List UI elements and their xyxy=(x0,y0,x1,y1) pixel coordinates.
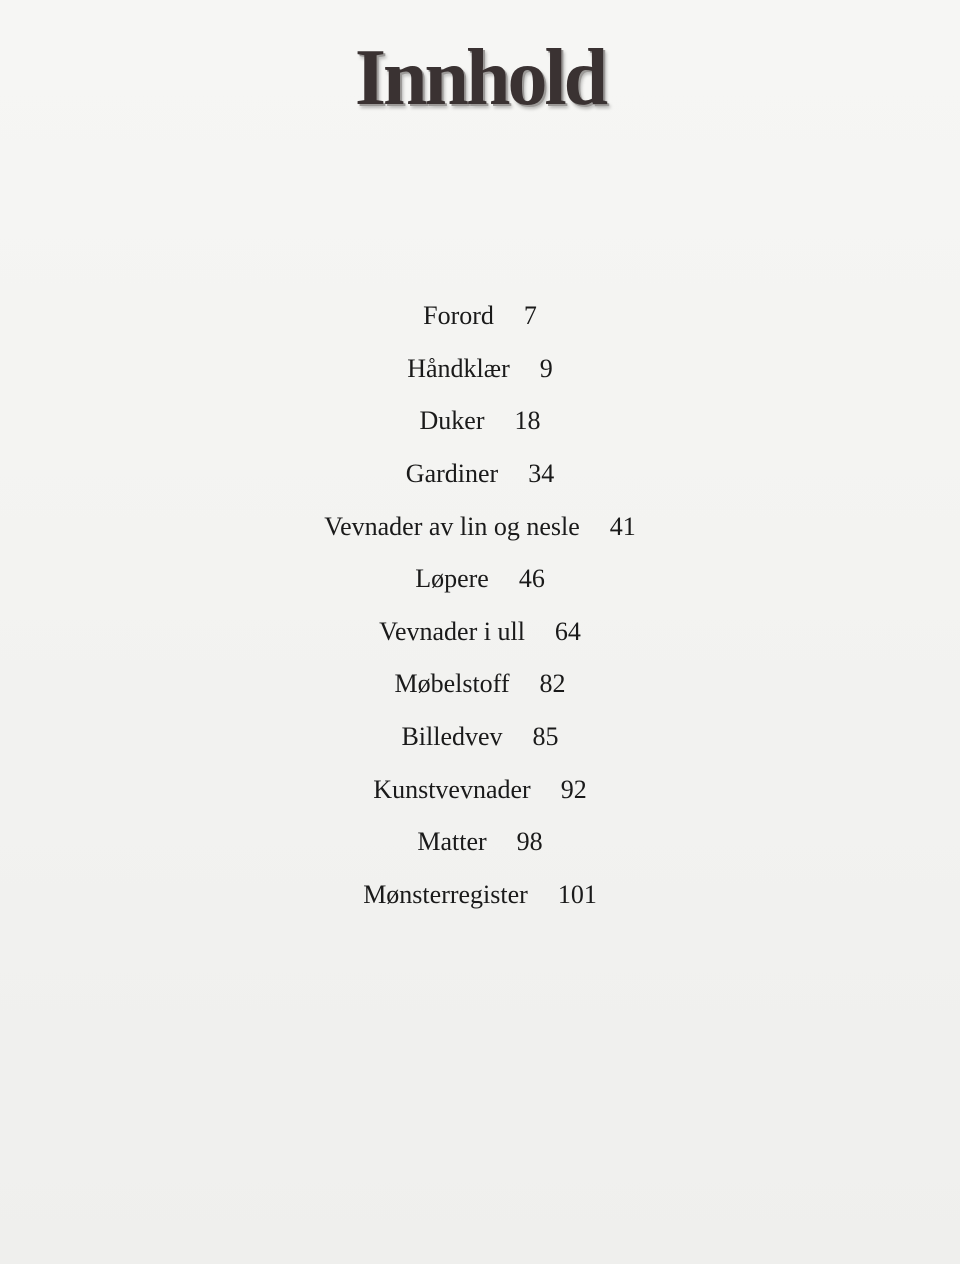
toc-entry-label: Kunstvevnader xyxy=(373,774,531,804)
toc-entry-page-number: 18 xyxy=(514,406,541,436)
toc-entry-gardiner xyxy=(0,448,960,501)
toc-entry-label: Vevnader av lin og nesle xyxy=(324,511,580,541)
toc-entry-matter xyxy=(0,816,960,869)
toc-entry-vevnader-lin-nesle xyxy=(0,500,960,553)
toc-entry-label: Møbelstoff xyxy=(394,669,510,699)
toc-entry-page-number: 46 xyxy=(518,564,545,594)
toc-entry-lopere xyxy=(0,553,960,606)
toc-entry-forord xyxy=(0,290,960,343)
toc-entry-label: Løpere xyxy=(415,564,489,594)
toc-entry-label: Duker xyxy=(419,406,485,436)
toc-entry-page-number: 98 xyxy=(516,827,543,857)
toc-entry-label: Matter xyxy=(417,827,487,857)
toc-entry-label: Forord xyxy=(423,301,494,331)
toc-entry-label: Gardiner xyxy=(405,459,499,489)
toc-entry-page-number: 34 xyxy=(528,459,555,489)
table-of-contents xyxy=(0,290,960,921)
page-title: Innhold xyxy=(354,34,606,122)
toc-entry-page-number: 82 xyxy=(539,669,566,699)
toc-entry-label: Vevnader i ull xyxy=(379,616,525,646)
toc-entry-label: Billedvev xyxy=(401,722,503,752)
toc-entry-page-number: 92 xyxy=(560,774,587,804)
toc-entry-vevnader-ull xyxy=(0,606,960,659)
toc-entry-page-number: 9 xyxy=(539,353,553,383)
toc-entry-page-number: 64 xyxy=(554,616,581,646)
toc-entry-handklaer xyxy=(0,343,960,396)
toc-entry-page-number: 41 xyxy=(609,511,636,541)
toc-entry-duker xyxy=(0,395,960,448)
toc-entry-kunstvevnader xyxy=(0,763,960,816)
toc-entry-label: Håndklær xyxy=(407,353,510,383)
toc-entry-page-number: 85 xyxy=(532,722,559,752)
toc-entry-page-number: 101 xyxy=(557,879,597,909)
toc-entry-billedvev xyxy=(0,711,960,764)
toc-entry-label: Mønsterregister xyxy=(363,879,528,909)
toc-entry-page-number: 7 xyxy=(523,301,537,331)
toc-entry-mobelstoff xyxy=(0,658,960,711)
toc-entry-monsterregister xyxy=(0,869,960,922)
